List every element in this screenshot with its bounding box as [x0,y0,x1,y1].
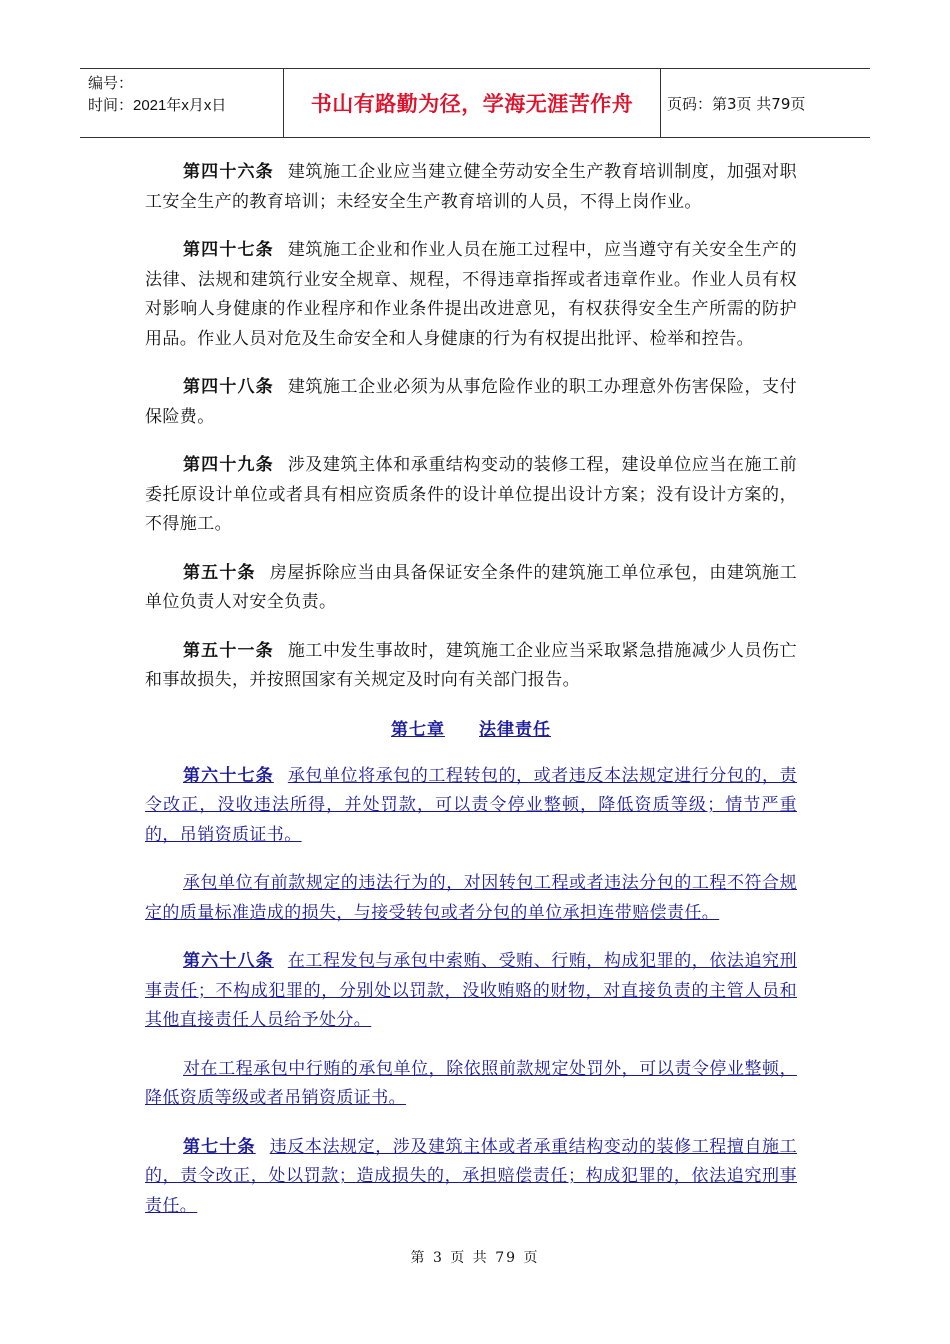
article-paragraph [145,373,797,432]
liability-paragraph [145,869,797,928]
header-meta [80,69,283,137]
article-title: 第五十条 [183,562,256,583]
article-text: 建筑施工企业必须为从事危险作业的职工办理意外伤害保险，支付保险费。 [145,377,798,427]
article-title: 第四十六条 [183,162,274,182]
header-motto: 书山有路勤为径，学海无涯苦作舟 [310,92,634,116]
article-title: 第五十一条 [183,640,274,661]
page-footer: 第 3 页 共 79 页 [410,1250,540,1266]
page-header [80,68,870,138]
article-text: 对在工程承包中行贿的承包单位，除依照前款规定处罚外，可以责令停业整顿，降低资质等级或者吊销资质证书。 [145,1058,797,1108]
article-text: 房屋拆除应当由具备保证安全条件的建筑施工单位承包，由建筑施工单位负责人对安全负责。 [145,562,798,612]
article-text: 建筑施工企业和作业人员在施工过程中，应当遵守有关安全生产的法律、法规和建筑行业安全规章、规程，不得违章指挥或者违章作业。作业人员有权对影响人身健康的作业程序和作业条件提出改进意见，有权获得安全生产所需的防护用品。作业人员对危及生命安全和人身健康的行为有权提出批评、检举和控告。 [145,240,798,349]
liability-paragraph [145,1133,797,1222]
article-text: 建筑施工企业应当建立健全劳动安全生产教育培训制度，加强对职工安全生产的教育培训；未经安全生产教育培训的人员，不得上岗作业。 [145,162,798,212]
liability-paragraph [145,947,797,1036]
header-page-cell [661,69,870,137]
article-paragraph [145,236,797,354]
article-title: 第六十八条 [183,951,274,971]
article-paragraph [145,451,797,540]
document-number-label: 编号： [88,75,134,92]
article-text: 违反本法规定，涉及建筑主体或者承重结构变动的装修工程擅自施工的，责令改正，处以罚款；造成损失的，承担赔偿责任；构成犯罪的，依法追究刑事责任。 [145,1136,798,1216]
article-title: 第六十七条 [183,765,274,786]
article-text: 承包单位有前款规定的违法行为的，对因转包工程或者违法分包的工程不符合规定的质量标准造成的损失，与接受转包或者分包的单位承担连带赔偿责任。 [145,873,797,923]
article-paragraph [145,158,797,217]
document-time-label: 时间：2021年x月x日 [88,97,227,114]
header-page-label: 页码：第3页 共79页 [667,94,806,113]
liability-paragraph [145,762,797,851]
chapter-heading [145,715,797,740]
article-text: 涉及建筑主体和承重结构变动的装修工程，建设单位应当在施工前委托原设计单位或者具有相应资质条件的设计单位提出设计方案；没有设计方案的，不得施工。 [145,455,798,534]
chapter-number: 第七章 [391,719,445,740]
article-title: 第四十九条 [183,455,274,475]
chapter-name: 法律责任 [479,719,551,740]
article-paragraph [145,637,797,696]
article-text: 承包单位将承包的工程转包的，或者违反本法规定进行分包的，责令改正，没收违法所得，并处罚款，可以责令停业整顿，降低资质等级；情节严重的，吊销资质证书。 [145,765,798,845]
document-body [145,158,797,1240]
article-text: 施工中发生事故时，建筑施工企业应当采取紧急措施减少人员伤亡和事故损失，并按照国家有关规定及时向有关部门报告。 [145,640,798,690]
article-paragraph [145,559,797,618]
article-text: 在工程发包与承包中索贿、受贿、行贿，构成犯罪的，依法追究刑事责任；不构成犯罪的，分别处以罚款，没收贿赂的财物，对直接负责的主管人员和其他直接责任人员给予处分。 [145,951,798,1030]
article-title: 第七十条 [183,1136,256,1157]
article-title: 第四十七条 [183,240,274,260]
liability-paragraph [145,1055,797,1114]
article-title: 第四十八条 [183,377,274,397]
header-motto-cell [283,69,661,137]
